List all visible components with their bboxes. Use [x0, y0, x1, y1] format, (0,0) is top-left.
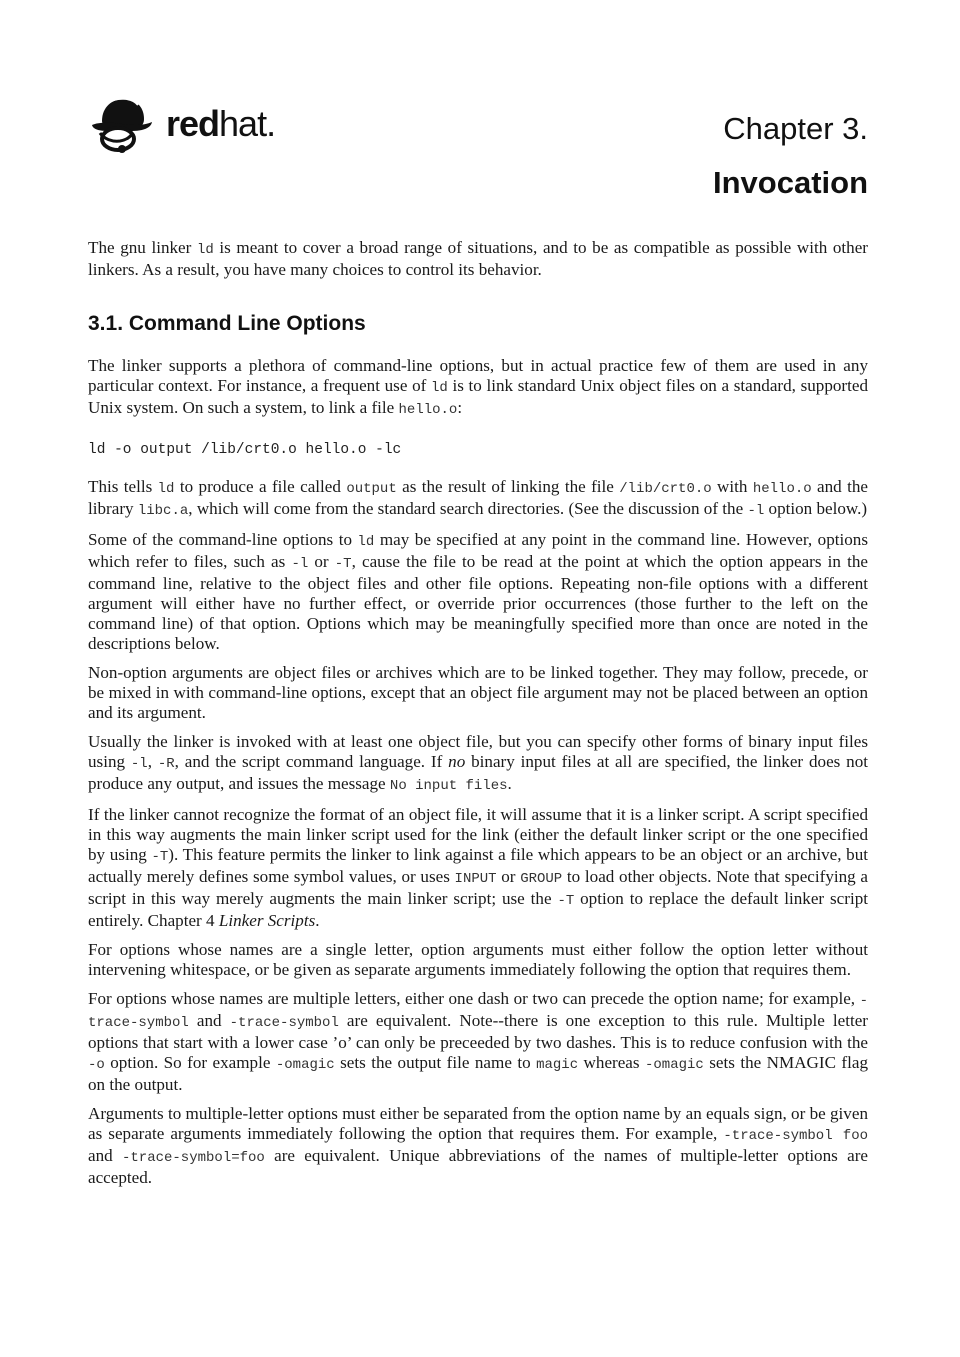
- linker-scripts-reference[interactable]: Linker Scripts: [218, 911, 316, 930]
- paragraph: Some of the command-line options to ld may be specified at any point in the command line. However, options which refer to files, such as -l or -T, cause the file to be read at the point at which the option appears in the command line, relative to the object files and other file options. Repeating non-file options with a different argument will either have no further effect, or override prior occurrences (those further to the left on the command line) of that option. Options which may be meaningfully specified more than once are noted in the descriptions below.: [88, 530, 868, 653]
- paragraph: Arguments to multiple-letter options must either be separated from the option name by an equals sign, or be given as separate arguments immediately following the option that requires them. For example, -trace-symbol foo and -trace-symbol=foo are equivalent. Unique abbreviations of the names of multiple-letter options are accepted.: [88, 1104, 868, 1187]
- paragraph: The linker supports a plethora of command-line options, but in actual practice few of them are used in any particular context. For instance, a frequent use of ld is to link standard Unix object files on a standard, supported Unix system. On such a system, to link a file hello.o:: [88, 356, 868, 418]
- chapter-number: Chapter 3.: [723, 111, 868, 146]
- paragraph: For options whose names are multiple letters, either one dash or two can precede the option name; for example, -trace-symbol and -trace-symbol are equivalent. Note--there is one exception to this rule. Multiple letter options that start with a lower case ’o’ can only be preceeded by two dashes. This is to reduce confusion with the -o option. So for example -omagic sets the output file name to magic whereas -omagic sets the NMAGIC flag on the output.: [88, 989, 869, 1094]
- redhat-wordmark: redhat.: [166, 103, 276, 144]
- paragraph: Usually the linker is invoked with at least one object file, but you can specify other forms of binary input files using -l, -R, and the script command language. If no binary input files at all are specified, the linker does not produce any output, and issues the message No input files.: [88, 732, 868, 794]
- paragraph: This tells ld to produce a file called output as the result of linking the file /lib/crt0.o with hello.o and the library libc.a, which will come from the standard search directories. (See the discussion of the -l option below.): [88, 477, 868, 519]
- intro-paragraph: The gnu linker ld is meant to cover a broad range of situations, and to be as compatible as possible with other linkers. As a result, you have many choices to control its behavior.: [88, 238, 868, 279]
- chapter-header: [713, 110, 868, 202]
- section-heading: 3.1. Command Line Options: [88, 312, 366, 335]
- paragraph: For options whose names are a single letter, option arguments must either follow the option letter without intervening whitespace, or be given as separate arguments immediately following the option that requires them.: [88, 940, 868, 979]
- command-example: ld -o output /lib/crt0.o hello.o -lc: [88, 442, 402, 458]
- paragraph: Non-option arguments are object files or archives which are to be linked together. They may follow, precede, or be mixed in with command-line options, except that an object file argument may not be placed between an option and its argument.: [88, 663, 868, 722]
- paragraph: If the linker cannot recognize the format of an object file, it will assume that it is a linker script. A script specified in this way augments the main linker script used for the link (either the default linker script or the one specified by using -T). This feature permits the linker to link against a file which appears to be an object or an archive, but actually merely defines some symbol values, or uses INPUT or GROUP to load other objects. Note that specifying a script in this way merely augments the main linker script; use the -T option to replace the default linker script entirely. Chapter 4 Linker Scripts.: [88, 805, 868, 930]
- shadowman-icon: [88, 95, 156, 153]
- redhat-logo: [88, 94, 275, 154]
- document-body: [88, 238, 868, 1197]
- chapter-title: Invocation: [712, 165, 868, 200]
